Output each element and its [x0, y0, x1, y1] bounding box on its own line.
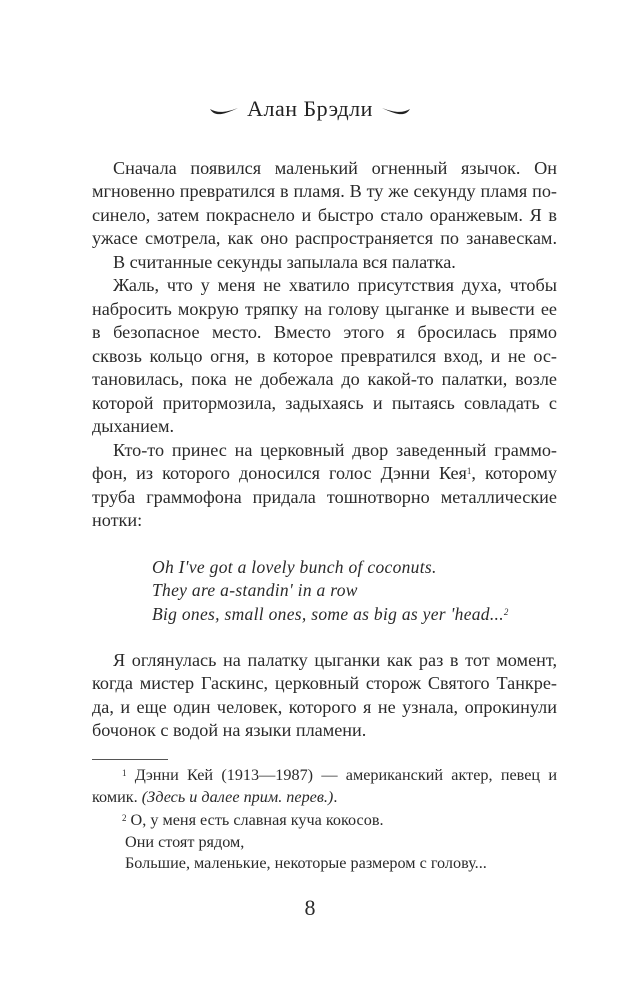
footnote-divider — [92, 759, 168, 760]
footnote-italic: (Здесь и далее прим. перев.) — [141, 788, 334, 806]
text-line: Сначала появился маленький огненный язычок. Он — [113, 158, 557, 178]
swash-right-ornament — [381, 105, 411, 117]
poem-text: Big ones, small ones, some as big as yer 'head... — [152, 604, 504, 624]
text-line: В считанные секунды запылала вся палатка. — [113, 252, 456, 272]
footnote-text: О, у меня есть славная куча кокосов. — [130, 811, 384, 829]
text-fragment: фон, из которого доносился голос Дэнни Кея — [92, 463, 467, 483]
swash-left-ornament — [209, 105, 239, 117]
footnote-2 — [122, 810, 587, 830]
text-line: Я оглянулась на палатку цыганки как раз в тот момент, — [113, 650, 557, 670]
running-header — [0, 96, 620, 122]
footnote-number: 2 — [122, 813, 127, 823]
footnote-ref-2[interactable]: 2 — [503, 607, 509, 617]
poem-line: Oh I've got a lovely bunch of coconuts. — [152, 557, 437, 577]
text-line: в безопасное место. Вместо этого я бросилась прямо — [92, 322, 557, 342]
footnote-1 — [122, 765, 557, 785]
footnote-text: . — [333, 788, 338, 806]
text-line: набросить мокрую тряпку на голову цыганке и вывести ее — [92, 299, 557, 319]
poem-line: They are a-standin' in a row — [152, 580, 358, 600]
text-line — [92, 462, 557, 484]
text-line: ужасе смотрела, как оно распространяется по занавескам. — [92, 228, 557, 248]
text-line: сквозь кольцо огня, в которое превратился вход, и не ос- — [92, 346, 557, 366]
text-fragment: , которому — [471, 463, 557, 483]
page-number: 8 — [304, 895, 316, 920]
text-line: нотки: — [92, 510, 143, 530]
text-line: дыханием. — [92, 416, 174, 436]
text-line: труба граммофона придала тошнотворно металлические — [92, 487, 557, 507]
footnote-2-line: Большие, маленькие, некоторые размером с голову... — [125, 854, 487, 872]
text-line: да, и еще один человек, которого я не узнала, опрокинули — [92, 697, 557, 717]
text-line: которой притормозила, задыхаясь и пытаясь совладать с — [92, 393, 557, 413]
text-line: синело, затем покраснело и быстро стало оранжевым. Я в — [92, 205, 557, 225]
text-line: мгновенно превратился в пламя. В ту же секунду пламя по- — [92, 181, 557, 201]
text-line: бочонок с водой на языки пламени. — [92, 720, 367, 740]
footnote-1-cont — [92, 787, 557, 807]
footnote-text: Дэнни Кей (1913—1987) — американский актер, певец и — [134, 766, 558, 784]
footnote-2-line: Они стоят рядом, — [125, 833, 245, 851]
poem-line — [152, 603, 509, 625]
footnote-ref-1[interactable]: 1 — [466, 466, 472, 476]
footnote-text: комик. — [92, 788, 142, 806]
text-line: когда мистер Гаскинс, церковный сторож Святого Танкре- — [92, 673, 557, 693]
footnote-number: 1 — [122, 768, 127, 778]
running-title: Алан Брэдли — [247, 96, 373, 121]
text-line: Жаль, что у меня не хватило присутствия духа, чтобы — [113, 275, 557, 295]
text-line: тановилась, пока не добежала до какой-то палатки, возле — [92, 369, 557, 389]
text-line: Кто-то принес на церковный двор заведенный граммо- — [113, 440, 557, 460]
